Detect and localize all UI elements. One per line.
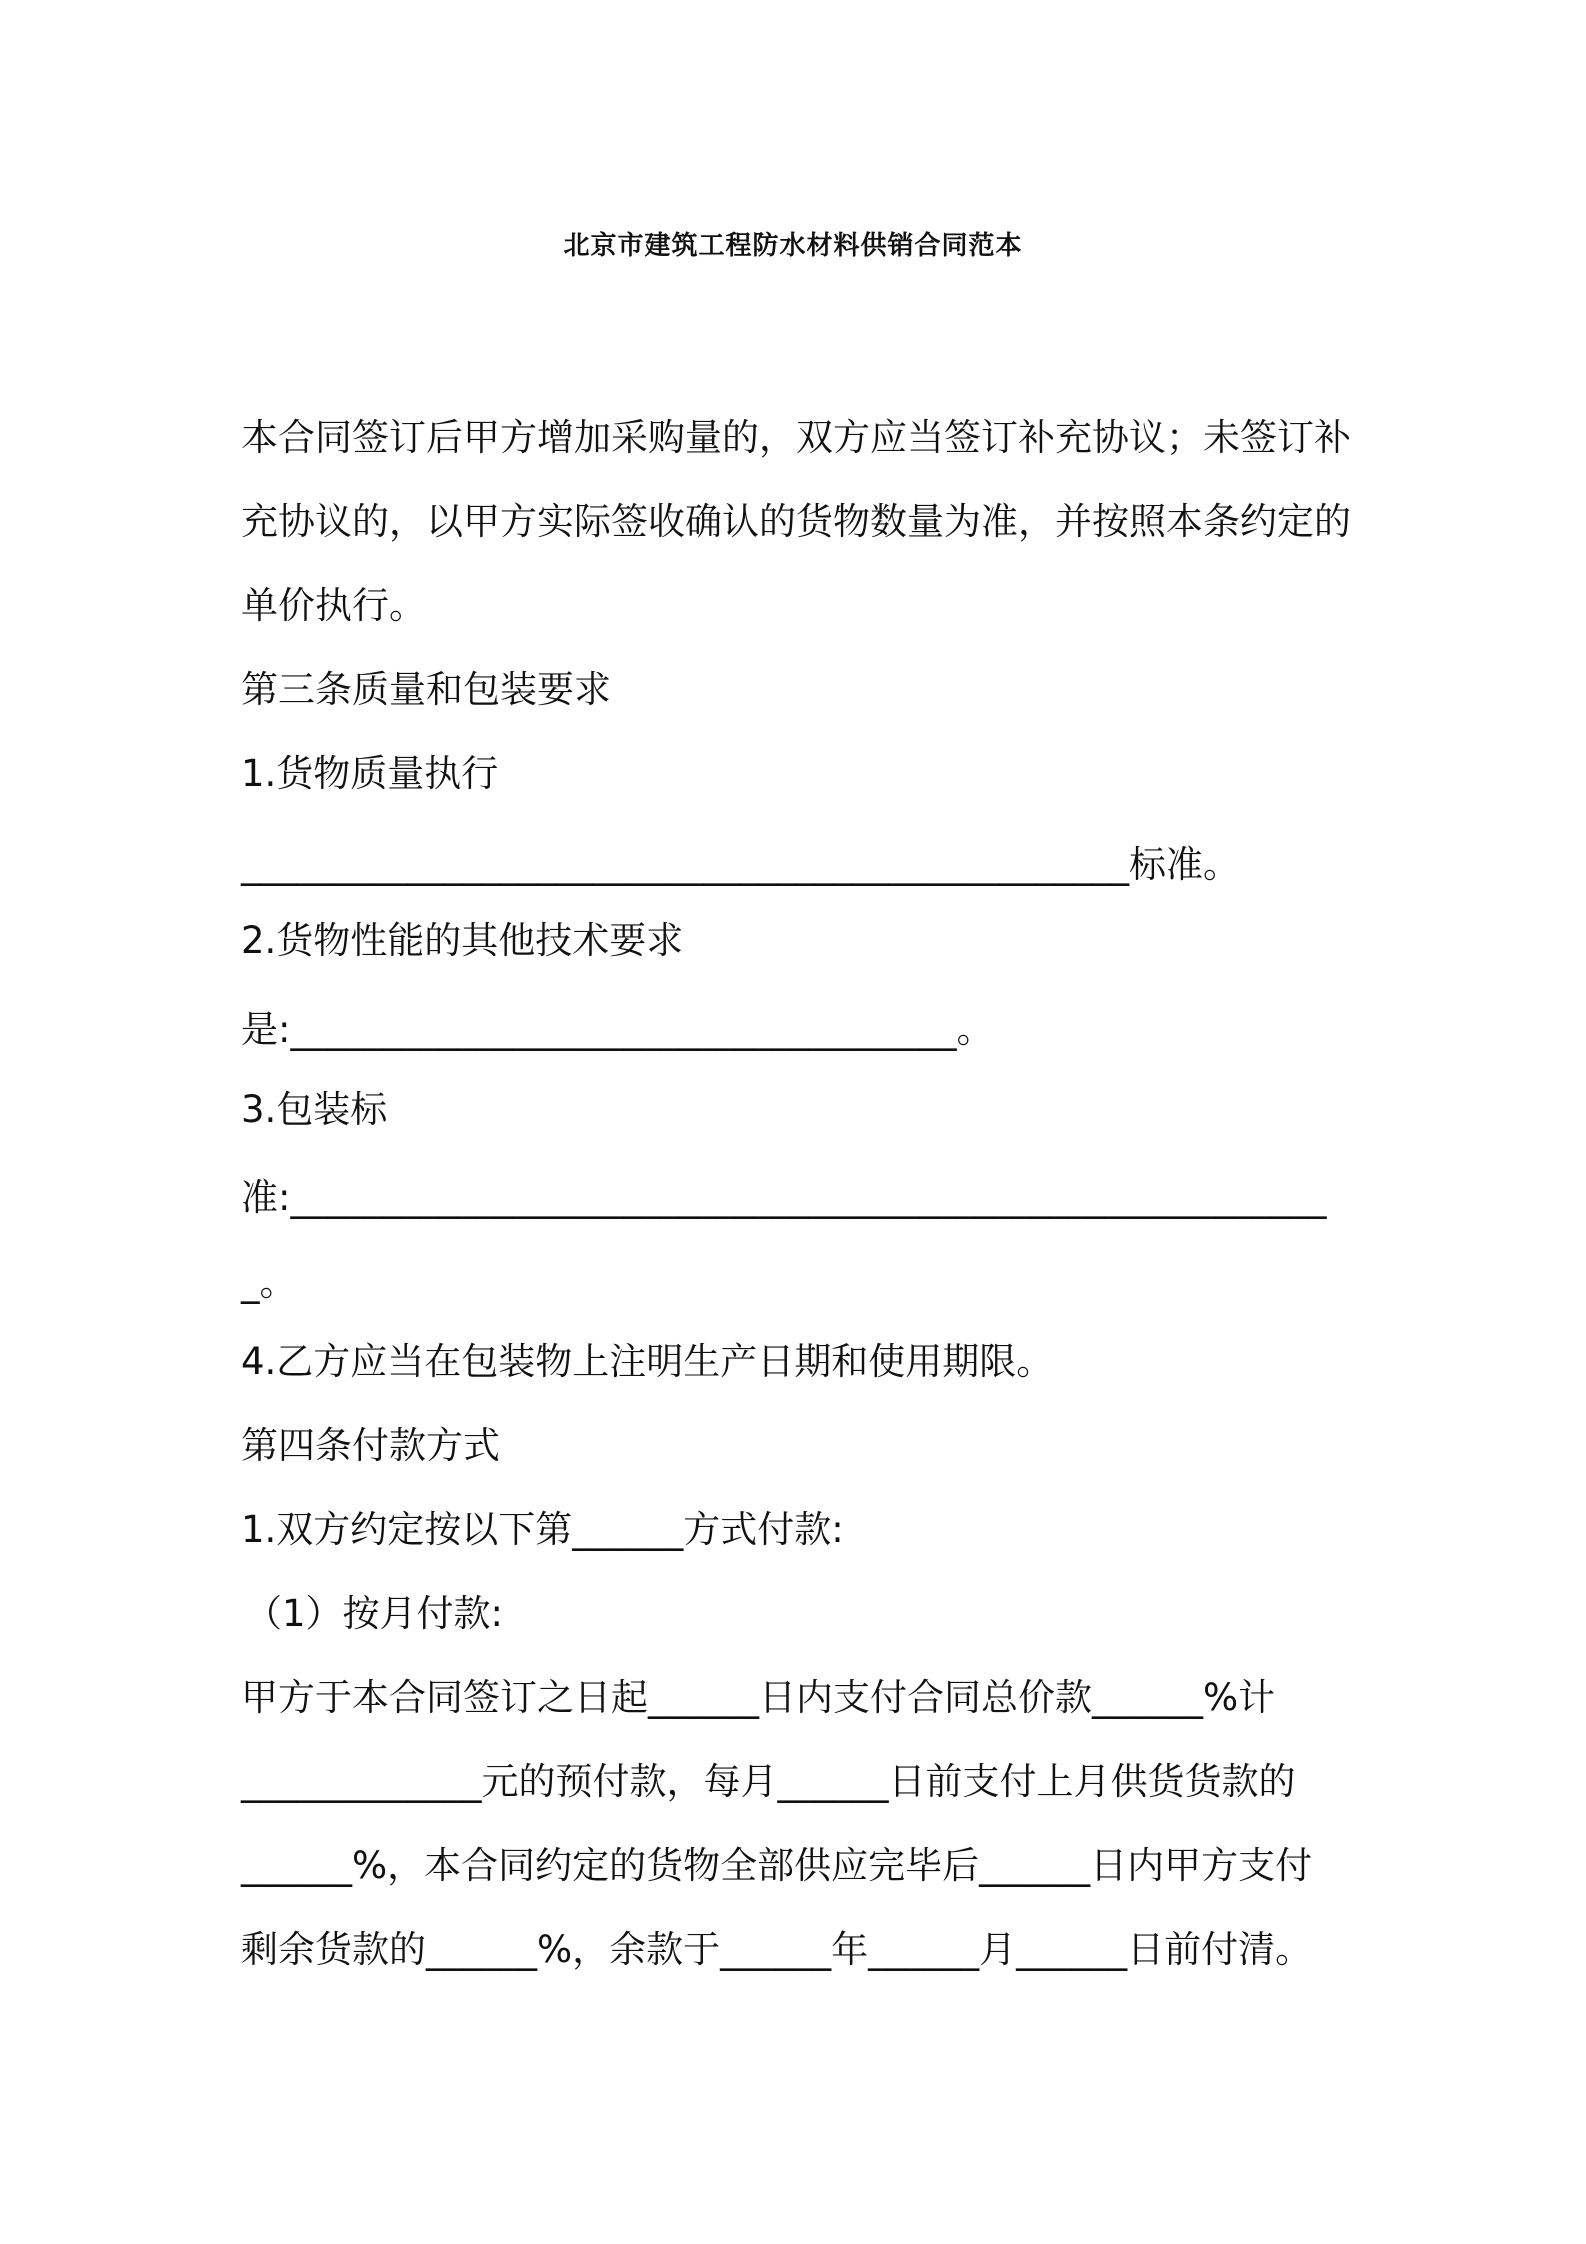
fill-blank-line: 准:________________________________________________________ — [241, 1176, 1327, 1219]
paragraph-line: 甲方于本合同签订之日起______日内支付合同总价款______%计 — [241, 1676, 1276, 1719]
sub-clause-line: （1）按月付款: — [245, 1592, 504, 1635]
clause-line: 3.包装标 — [241, 1088, 388, 1131]
document-title: 北京市建筑工程防水材料供销合同范本 — [563, 231, 1023, 261]
clause-line: 2.货物性能的其他技术要求 — [241, 919, 684, 962]
paragraph-line: _____________元的预付款，每月______日前支付上月供货货款的 — [241, 1760, 1296, 1803]
fill-blank-line: _。 — [241, 1261, 297, 1304]
paragraph-line: ______%，本合同约定的货物全部供应完毕后______日内甲方支付 — [241, 1844, 1313, 1887]
section-heading: 第三条质量和包装要求 — [241, 668, 611, 711]
paragraph-line: 剩余货款的______%，余款于______年______月______日前付清。 — [241, 1928, 1313, 1971]
clause-line: 1.双方约定按以下第______方式付款: — [241, 1508, 844, 1551]
paragraph-line: 单价执行。 — [241, 584, 426, 627]
clause-line: 4.乙方应当在包装物上注明生产日期和使用期限。 — [241, 1340, 1054, 1383]
fill-blank-line: ________________________________________________标准。 — [241, 843, 1240, 886]
section-heading: 第四条付款方式 — [241, 1424, 500, 1467]
fill-blank-line: 是:____________________________________。 — [241, 1008, 994, 1051]
clause-line: 1.货物质量执行 — [241, 752, 499, 795]
paragraph-line: 充协议的，以甲方实际签收确认的货物数量为准，并按照本条约定的 — [241, 500, 1351, 543]
paragraph-line: 本合同签订后甲方增加采购量的，双方应当签订补充协议；未签订补 — [241, 416, 1351, 459]
